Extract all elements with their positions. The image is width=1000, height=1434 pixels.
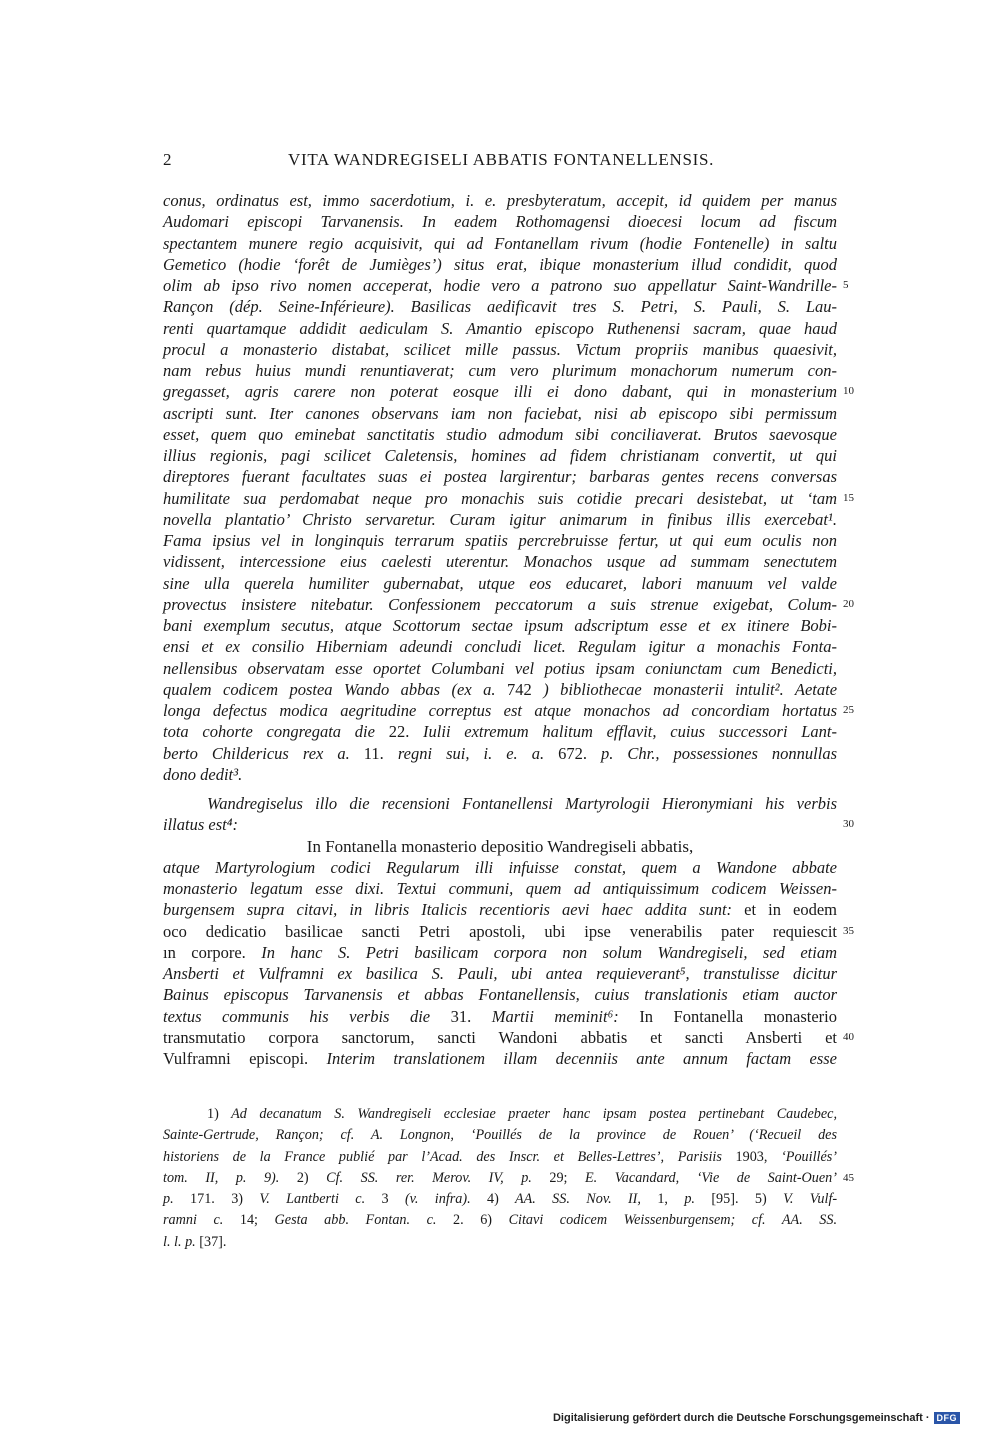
text-line xyxy=(163,1006,837,1027)
text-span: [95]. xyxy=(711,1191,739,1208)
text-line: atque Martyrologium codici Regularum illi infuisse constat, quem a Wandone abbate xyxy=(163,857,837,877)
text-span: 22. xyxy=(388,722,410,742)
quotation-line: In Fontanella monasterio depositio Wandregiseli abbatis, xyxy=(306,836,694,856)
text-line: nellensibus observatam esse oportet Columbani vel potius ipsam coniunctam cum Benedicti, xyxy=(163,658,837,678)
text-line: monasterio legatum esse dixi. Textui communi, quem ad antiquissimum codicem Weissen- xyxy=(163,879,837,898)
line-number: 30 xyxy=(843,818,854,831)
text-line-content: provectus insistere nitebatur. Confessionem peccatorum a suis strenue exigebat, Colum- xyxy=(163,594,837,614)
text-span: berto Childericus rex a. xyxy=(163,743,350,763)
text-line xyxy=(163,381,854,402)
text-line-content: humilitate sua perdomabat neque pro monachis suis cotidie precari desistebat, ut ‘tam xyxy=(163,488,837,508)
text-line-content: longa defectus modica aegritudine correptus est atque monachos ad concordiam hortatus xyxy=(163,701,837,720)
text-line: vidissent, intercessione eius caelesti uterentur. Monachos usque ad summam senectutem xyxy=(163,552,837,572)
text-line: nam rebus huius mundi renuntiaverat; cum vero plurimum monachorum numerum con- xyxy=(163,361,837,380)
text-span: E. Vacandard, ‘Vie de Saint-Ouen’ xyxy=(585,1169,838,1186)
text-span: Vulframni episcopi. xyxy=(163,1049,309,1068)
text-span: burgensem supra citavi, in libris Italicis recentioris aevi haec addita sunt: xyxy=(163,900,733,920)
footnote-line xyxy=(163,1210,837,1231)
text-span: ‘Pouillés’ xyxy=(781,1148,838,1165)
footnote-marker: 3) xyxy=(231,1191,244,1208)
footnote-marker: 5) xyxy=(754,1191,767,1208)
running-head: VITA WANDREGISELI ABBATIS FONTANELLENSIS. xyxy=(288,150,715,169)
text-line: esset, quem quo eminebat sanctitatis studio admodum sibi conciliaverat. Brutos saevosque xyxy=(163,424,837,444)
text-span: ramni c. xyxy=(163,1212,224,1229)
text-span: 672. xyxy=(558,743,587,763)
text-line xyxy=(163,743,837,764)
footnote-line: Sainte-Gertrude, Rançon; cf. A. Longnon, ‘Pouillés de la province de Rouen’ (‘Recueil des xyxy=(163,1127,837,1144)
text-line: novella plantatio’ Christo servaretur. Curam igitur animarum in finibus illis exercebat¹. xyxy=(163,509,837,529)
text-line xyxy=(163,814,854,835)
text-span: 171. xyxy=(190,1191,215,1208)
text-line xyxy=(163,721,837,742)
text-line xyxy=(163,1027,854,1048)
text-span: AA. SS. Nov. II, xyxy=(514,1191,641,1208)
text-line: illius regionis, pagi scilicet Caletensis, homines ad fidem christianam convertit, ut qui xyxy=(163,446,837,465)
text-span: p. xyxy=(684,1191,695,1208)
footnote-line xyxy=(163,1168,854,1189)
credit-text: Digitalisierung gefördert durch die Deutsche Forschungsgemeinschaft · xyxy=(552,1412,930,1424)
text-line-content: oco dedicatio basilicae sancti Petri apostoli, ubi ipse venerabilis pater requiescit xyxy=(163,921,837,941)
text-span: tota cohorte congregata die xyxy=(163,722,375,742)
text-line: ensi et ex consilio Hiberniam adeundi concludi licet. Regulam igitur a monachis Fonta- xyxy=(163,637,837,657)
text-line: spectantem munere regio acquisivit, qui ad Fontanellam rivum (hodie Fontenelle) in saltu xyxy=(163,233,837,253)
paragraph-gap xyxy=(163,785,837,793)
text-span: 31. xyxy=(450,1006,472,1026)
text-span: Gesta abb. Fontan. c. xyxy=(274,1212,437,1229)
text-line: Fama ipsius vel in longinquis terrarum spatiis percrebruisse fertur, ut qui eum oculis non xyxy=(163,531,837,550)
text-span: 2. xyxy=(453,1212,464,1229)
text-line: ascripti sunt. Iter canones observans iam non faciebat, nisi ab episcopo sibi permissum xyxy=(163,403,837,423)
text-span: V. Lantberti c. xyxy=(259,1191,366,1208)
text-span: V. Vulf- xyxy=(783,1191,838,1208)
text-span: [37]. xyxy=(199,1233,227,1250)
text-span: (v. infra). xyxy=(404,1191,471,1208)
text-line-content: olim ab ipso rivo nomen acceperat, hodie vero a patrono suo appellatur Saint-Wandrille- xyxy=(163,276,837,295)
text-line: Wandregiselus illo die recensioni Fontanellensi Martyrologii Hieronymiani his verbis xyxy=(207,794,837,813)
text-line: Bainus episcopus Tarvanensis et abbas Fontanellensis, cuius translationis etiam auctor xyxy=(163,985,837,1005)
text-span: tom. II, p. 9). xyxy=(163,1169,280,1186)
text-span: 1, xyxy=(657,1191,668,1208)
text-line: Gemetico (hodie ‘forêt de Jumièges’) situs erat, ibique monasterium illud condidit, quod xyxy=(163,254,837,274)
text-line: Ansberti et Vulframni ex basilica S. Pauli, ubi antea requieverant⁵, transtulisse dicitur xyxy=(163,964,837,983)
footnote-line xyxy=(163,1189,837,1210)
text-span: l. l. p. xyxy=(163,1233,196,1250)
text-span: Interim translationem illam decenniis ante annum factam esse xyxy=(326,1049,837,1068)
line-number: 25 xyxy=(843,704,854,716)
text-line-content: transmutatio corpora sanctorum, sancti Wandoni abbatis et sancti Ansberti et xyxy=(163,1027,837,1047)
text-span: Cf. SS. rer. Merov. IV, p. xyxy=(326,1169,532,1186)
footnote-marker: 6) xyxy=(480,1212,493,1229)
text-line xyxy=(163,942,837,963)
text-line: procul a monasterio distabat, scilicet mille passus. Victum propriis manibus quaesivit, xyxy=(163,339,837,359)
text-span: ) bibliothecae monasterii intulit². Aetate xyxy=(543,679,838,699)
text-line xyxy=(163,488,854,509)
text-span: In hanc S. Petri basilicam corpora non solum Wandregiseli, sed etiam xyxy=(261,942,837,962)
text-line: Rançon (dép. Seine-Inférieure). Basilicas aedificavit tres S. Petri, S. Pauli, S. Lau- xyxy=(163,297,837,317)
text-span: illatus est⁴: xyxy=(163,815,238,835)
footnotes xyxy=(163,1104,854,1253)
text-span: p. xyxy=(163,1191,174,1208)
text-span: 742 xyxy=(507,679,532,699)
line-number: 40 xyxy=(843,1030,854,1043)
text-line-content: gregasset, agris carere non poterat eosque illi ei dono dabant, qui in monasterium xyxy=(163,382,837,402)
text-span: Martii meminit⁶: xyxy=(491,1006,619,1026)
main-text xyxy=(163,190,854,1069)
text-span: Iulii extremum halitum efflavit, cuius successori Lant- xyxy=(423,722,838,742)
text-span: ın corpore. xyxy=(163,942,246,962)
line-number: 15 xyxy=(843,491,854,504)
text-line xyxy=(163,679,837,700)
text-line xyxy=(163,700,854,721)
text-span: 14; xyxy=(239,1212,258,1229)
dfg-logo-icon: DFG xyxy=(934,1412,961,1424)
text-span: Ad decanatum S. Wandregiseli ecclesiae praeter hanc ipsam postea pertinebant Caudebec, xyxy=(231,1106,837,1122)
line-number: 35 xyxy=(843,924,854,937)
text-line xyxy=(163,899,837,920)
text-line: conus, ordinatus est, immo sacerdotium, i. e. presbyteratum, accepit, id quidem per manus xyxy=(163,191,837,210)
line-number: 10 xyxy=(843,385,854,398)
text-span: historiens de la France publié par l’Acad. des Inscr. et Belles-Lettres’, Parisiis xyxy=(163,1148,722,1165)
line-number: 20 xyxy=(843,597,854,610)
text-line xyxy=(163,921,854,942)
text-span: textus communis his verbis die xyxy=(163,1006,431,1026)
text-span: et in eodem xyxy=(744,900,837,920)
text-line: sine ulla querela humiliter gubernabat, utque eos educaret, labori manuum vel valde xyxy=(163,573,837,593)
text-span: Citavi codicem Weissenburgensem; cf. AA. SS. xyxy=(508,1212,838,1229)
text-line xyxy=(163,1048,837,1069)
line-number: 45 xyxy=(843,1171,854,1184)
text-span: regni sui, i. e. a. xyxy=(397,743,545,763)
line-number: 5 xyxy=(843,279,849,291)
text-span: qualem codicem postea Wando abbas (ex a. xyxy=(163,679,496,699)
footnote-line-content xyxy=(163,1168,837,1189)
footnote-marker: 1) xyxy=(207,1106,219,1122)
footnote-line xyxy=(163,1147,837,1168)
text-line: bani exemplum secutus, atque Scottorum sectae ipsum adscriptum esse et ex itinere Bobi- xyxy=(163,616,837,635)
text-span: 29; xyxy=(549,1169,568,1186)
footnote-line xyxy=(163,1104,837,1125)
footnote-line xyxy=(163,1232,837,1253)
footnote-marker: 2) xyxy=(296,1169,309,1186)
footnote-marker: 4) xyxy=(487,1191,499,1208)
page-number: 2 xyxy=(163,150,172,169)
text-span: In Fontanella monasterio xyxy=(639,1006,838,1026)
text-span: 11. xyxy=(363,743,384,763)
text-span: p. Chr., possessiones nonnullas xyxy=(601,743,837,763)
text-line: Audomari episcopi Tarvanensis. In eadem Rothomagensi dioecesi locum ad fiscum xyxy=(163,212,837,232)
digitization-credit xyxy=(553,1412,960,1424)
text-line xyxy=(163,594,854,615)
text-line: renti quartamque addidit aediculam S. Amantio episcopo Ruthenensi sacram, quae haud xyxy=(163,318,837,338)
text-span: 3 xyxy=(381,1191,389,1208)
text-line: direptores fuerant facultates suas ei postea largirentur; barbaras gentes recens conversas xyxy=(163,467,837,487)
text-line xyxy=(163,275,849,296)
text-span: 1903, xyxy=(735,1148,768,1165)
text-line: dono dedit³. xyxy=(163,764,243,784)
